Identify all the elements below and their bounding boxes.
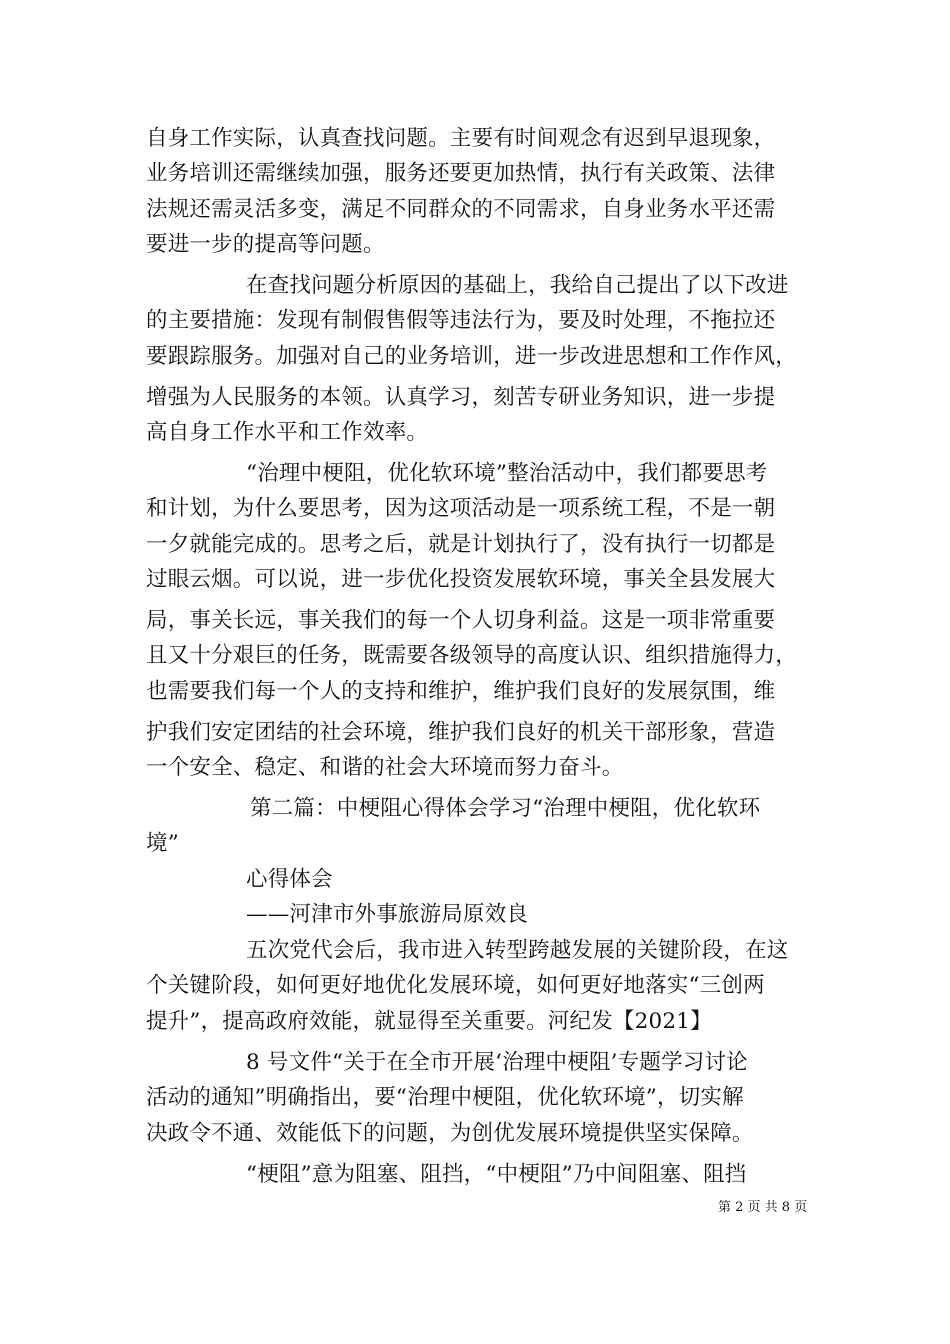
text-line: 要进一步的提高等问题。 (146, 232, 385, 257)
text-line: “梗阻”意为阻塞、阻挡，“中梗阻”乃中间阻塞、阻挡 (246, 1162, 747, 1187)
text-line: 活动的通知”明确指出，要“治理中梗阻，优化软环境”，切实解 (146, 1085, 744, 1110)
section-heading: 境” (146, 831, 179, 856)
text-line: 五次党代会后，我市进入转型跨越发展的关键阶段，在这 (246, 938, 789, 963)
text-line: 护我们安定团结的社会环境，维护我们良好的机关干部形象，营造 (146, 720, 776, 745)
text-line: “治理中梗阻，优化软环境”整治活动中，我们都要思考 (246, 461, 768, 486)
text-line: 局，事关长远，事关我们的每一个人切身利益。这是一项非常重要 (146, 608, 776, 633)
text-line: 8 号文件“关于在全市开展‘治理中梗阻’专题学习讨论 (246, 1050, 748, 1075)
text-line: 决政令不通、效能低下的问题，为创优发展环境提供坚实保障。 (146, 1121, 754, 1146)
text-line: 且又十分艰巨的任务，既需要各级领导的高度认识、组织措施得力， (146, 643, 798, 668)
text-line: 增强为人民服务的本领。认真学习，刻苦专研业务知识，进一步提 (146, 385, 776, 410)
text-line: 高自身工作水平和工作效率。 (146, 420, 429, 445)
author-line: ——河津市外事旅游局原效良 (246, 902, 529, 927)
page-number: 第 2 页 共 8 页 (718, 1200, 808, 1215)
subtitle: 心得体会 (246, 867, 333, 892)
text-line: 自身工作实际，认真查找问题。主要有时间观念有迟到早退现象， (146, 126, 776, 151)
text-line: 一个安全、稳定、和谐的社会大环境而努力奋斗。 (146, 755, 624, 780)
text-line: 和计划，为什么要思考，因为这项活动是一项系统工程，不是一朝 (146, 496, 776, 521)
text-line: 业务培训还需继续加强，服务还要更加热情，执行有关政策、法律 (146, 161, 776, 186)
text-line: 过眼云烟。可以说，进一步优化投资发展软环境，事关全县发展大 (146, 567, 776, 592)
text-line: 在查找问题分析原因的基础上，我给自己提出了以下改进 (246, 273, 789, 298)
text-line: 也需要我们每一个人的支持和维护，维护我们良好的发展氛围，维 (146, 679, 776, 704)
text-line: 要跟踪服务。加强对自己的业务培训，进一步改进思想和工作作风， (146, 344, 798, 369)
text-line: 一夕就能完成的。思考之后，就是计划执行了，没有执行一切都是 (146, 532, 776, 557)
text-line: 个关键阶段，如何更好地优化发展环境，如何更好地落实“三创两 (146, 973, 765, 998)
text-line: 法规还需灵活多变，满足不同群众的不同需求，自身业务水平还需 (146, 197, 776, 222)
text-line: 的主要措施：发现有制假售假等违法行为，要及时处理，不拖拉还 (146, 308, 776, 333)
section-heading: 第二篇：中梗阻心得体会学习“治理中梗阻，优化软环 (250, 796, 761, 821)
text-line: 提升”，提高政府效能，就显得至关重要。河纪发【2021】 (146, 1009, 712, 1034)
